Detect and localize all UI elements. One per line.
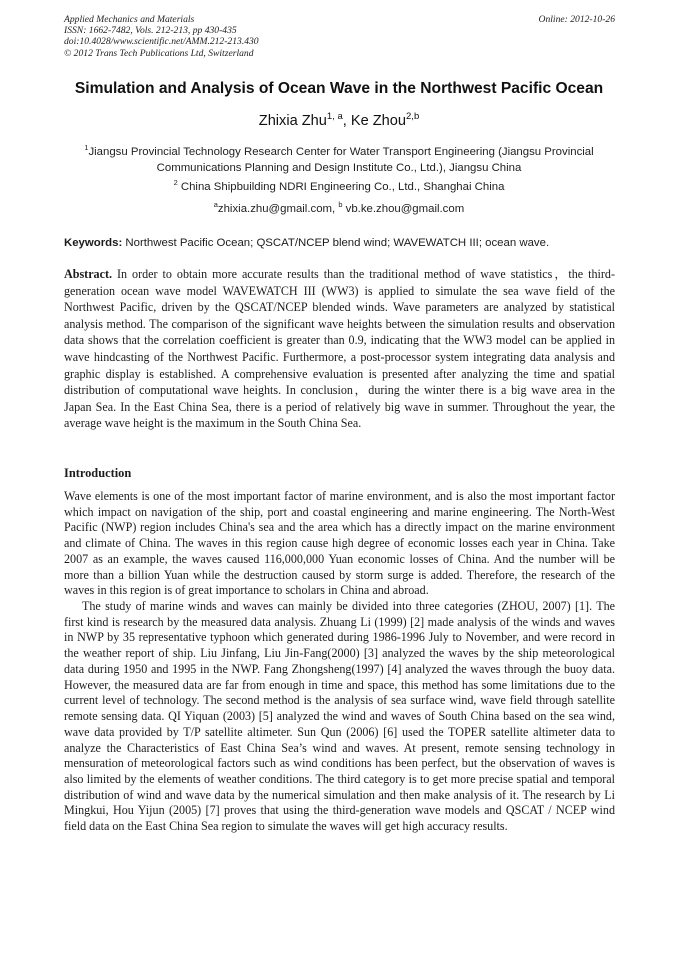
author-superscript: 1, a: [326, 111, 343, 123]
email-address: zhixia.zhu@gmail.com,: [217, 203, 339, 215]
paper-title: Simulation and Analysis of Ocean Wave in the Northwest Pacific Ocean: [74, 80, 604, 97]
email-line: [70, 202, 608, 218]
online-date: Online: 2012-10-26: [538, 14, 615, 25]
keywords-label: Keywords:: [64, 237, 123, 249]
section-heading-introduction: Introduction: [64, 466, 132, 480]
affiliation-1: [70, 145, 608, 176]
introduction-paragraph: Wave elements is one of the most important factor of marine environment, and is also the most important factor which impact on navigation of the ship, port and coastal engineering and marine engineering. The North-West Pacific (NWP) region includes China's sea and the area which has a directly impact on the marine environment and climate of China. The waves in this region cause high degree of economic losses each year in China. Take 2007 as an example, the waves caused 116,000,000 Yuan economic losses of China. And the number will be more than a billion Yuan while the destruction caused by storm surge is added. Therefore, the research of the waves in this region is of great importance to scholars in China and abroad.: [64, 489, 615, 598]
keywords: [64, 236, 615, 251]
email-superscript: b: [338, 200, 343, 210]
abstract-text: In order to obtain more accurate results than the traditional method of wave statistics，the third-generation ocean wave model WAVEWATCH III (WW3) is applied to simulate the sea wave field of the Northwest Pacific, driven by the QSCAT/NCEP blended winds. Wave parameters are analyzed by statistical analysis method. The comparison of the significant wave heights between the simulation results and observation data shows that the correlation coefficient is greater than 0.9, indicating that the WW3 model can be applied in wave hindcasting of the Northwest Pacific. Furthermore, a post-processor system integrating data analysis and graphic display is established. A comprehensive evaluation is presented after analyzing the time and spatial distribution of computational wave heights. In conclusion，during the winter there is a big wave area in the Japan Sea. In the East China Sea, there is a period of relatively big wave in summer. Throughout the year, the average wave height is the maximum in the South China Sea.: [64, 267, 615, 431]
doi-line: doi:10.4028/www.scientific.net/AMM.212-213.430: [64, 36, 259, 48]
affiliation-text: China Shipbuilding NDRI Engineering Co., Ltd., Shanghai China: [177, 181, 505, 193]
issn-line: ISSN: 1662-7482, Vols. 212-213, pp 430-435: [64, 25, 237, 37]
copyright-line: © 2012 Trans Tech Publications Ltd, Switzerland: [64, 47, 254, 59]
journal-name: Applied Mechanics and Materials: [64, 14, 195, 25]
author-separator: ,: [342, 113, 351, 129]
email-address: vb.ke.zhou@gmail.com: [342, 203, 465, 215]
abstract: [64, 266, 615, 432]
abstract-label: Abstract.: [64, 267, 113, 281]
affiliation-2: [70, 180, 608, 196]
email-superscript: a: [213, 200, 218, 210]
affiliation-superscript: 2: [173, 178, 178, 188]
affiliation-superscript: 1: [84, 143, 89, 153]
affiliation-text: Jiangsu Provincial Technology Research Center for Water Transport Engineering (Jiangsu Provincial Communications Planning and Design Institute Co., Ltd.), Jiangsu China: [88, 146, 594, 174]
keywords-text: Northwest Pacific Ocean; QSCAT/NCEP blend wind; WAVEWATCH III; ocean wave.: [122, 237, 550, 249]
introduction-body: [64, 489, 615, 835]
author-name: Ke Zhou: [350, 113, 407, 129]
introduction-paragraph: The study of marine winds and waves can mainly be divided into three categories (ZHOU, 2007) [1]. The first kind is research by the measured data analysis. Zhuang Li (1999) [2] made analysis of the winds and waves in NWP by 35 representative typhoon which generated during 1986-1996 July to November, and were record in the weather report of ship. Liu Jinfang, Liu Jin-Fang(2000) [3] analyzed the waves by the ship meteorological data during 1950 and 1995 in the NWP. Fang Zhongsheng(1997) [4] analyzed the waves through the buoy data. However, the measured data are far from enough in time and space, this method has some limitations due to the current level of technology. The second method is the analysis of sea surface wind, wave field through satellite remote sensing data. QI Yiquan (2003) [5] analyzed the wind and waves of South China based on the sea wind, wave data provided by T/P satellite altimeter. Sun Qun (2006) [6] used the TOPER satellite altimeter data to analyze the Characteristics of East China Sea’s wind and waves. At present, remote sensing technology in mensuration of meteorological factors such as wind conditions has been perfect, but the observation of waves is also limited by the elements of weather conditions. The third category is to get more precise spatial and temporal distribution of wind and wave data by the numerical simulation and then make analysis of it. The research by Li Mingkui, Hou Yijun (2005) [7] proves that using the third-generation wave models and QSCAT / NCEP wind field data on the East China Sea region to simulate the waves will get high accuracy results.: [64, 599, 615, 834]
author-list: [40, 113, 638, 129]
author-name: Zhixia Zhu: [258, 113, 327, 129]
journal-header: [64, 14, 615, 59]
author-superscript: 2,b: [406, 111, 420, 123]
